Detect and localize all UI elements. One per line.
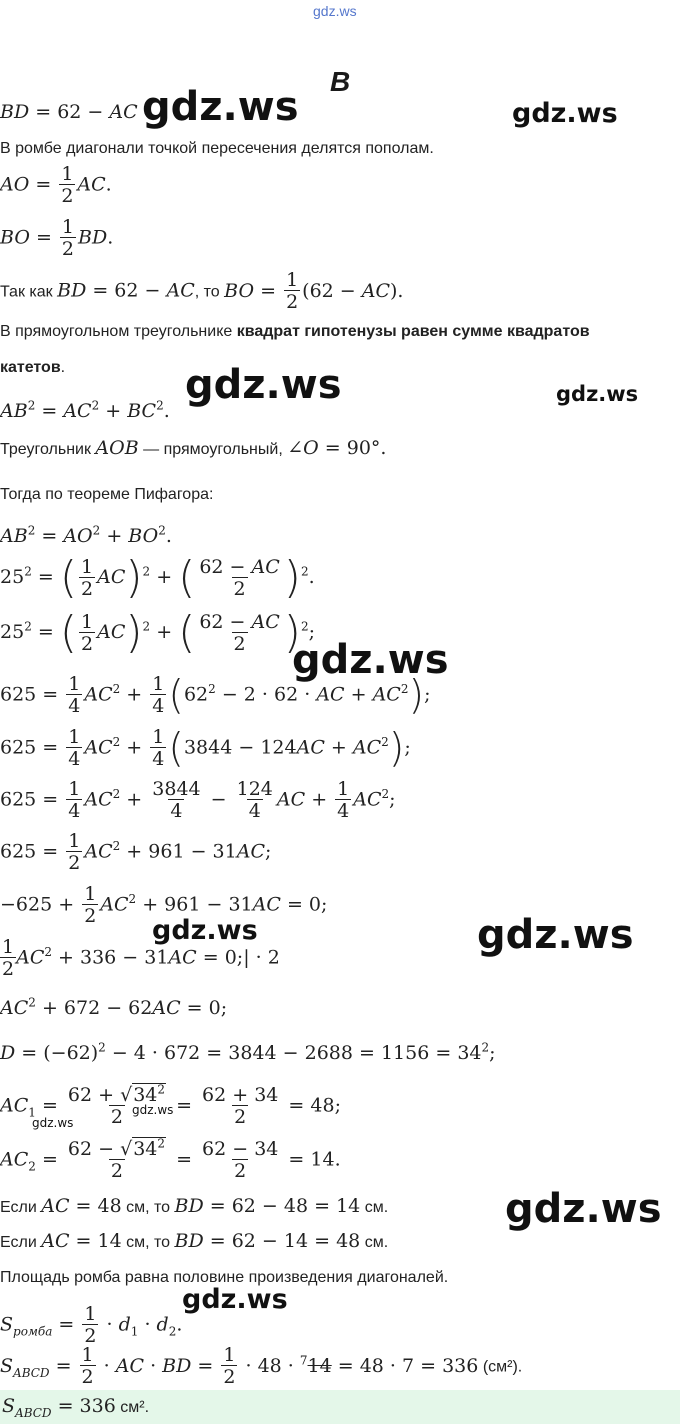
equation-half-ac: $\frac{1}{2}$ $AC^2 + 336 - 31AC$ = 0;| · 2 — [2, 936, 280, 980]
watermark: gdz.ws — [142, 84, 299, 130]
area-rule-text: Площадь ромба равна половине произведения диагоналей. — [0, 1269, 449, 1286]
aob-suffix: — прямоугольный, — [143, 441, 283, 458]
equation-ao: AO = $\frac{1}{2}$ AC. — [0, 163, 112, 207]
aob-line: Треугольник AOB — прямоугольный, ∠O = 90°. — [0, 437, 387, 459]
equation-625-a: 625 = $\frac{1}{4}$ $AC^2$ + $\frac{1}{4}$ ($62^2 - 2 \cdot 62$ · AC + $AC^2$); — [0, 672, 431, 719]
unit-cm2: (см²). — [482, 1358, 523, 1376]
watermark: gdz.ws — [505, 1186, 662, 1232]
since-to: , то — [194, 283, 220, 301]
case1-if: Если — [0, 1199, 37, 1216]
equation-25-squared-a: $25^2$ = ( $\frac{1}{2}$ AC)$^2$ + ( $\frac{62 - AC}{2}$ )$^2$. — [0, 552, 315, 603]
equation-625-c: 625 = $\frac{1}{4}$ $AC^2$ + $\frac{3844}{4}$ − $\frac{124}{4}$ AC + $\frac{1}{4}$ $AC^2$; — [0, 778, 396, 822]
since-prefix: Так как — [0, 283, 53, 301]
equation-ab-squared: $AB^2 = AC^2 + BC^2$. — [0, 398, 170, 422]
right-tri-plain: В прямоугольном треугольнике — [0, 323, 233, 340]
equation-s-rhombus: $S_{ромба}$ = $\frac{1}{2}$ · $d_1 \cdot d_2$. — [0, 1303, 183, 1347]
case1-mid: см, то — [126, 1199, 171, 1216]
watermark: gdz.ws — [32, 1116, 74, 1130]
equation-bd: BD = 62 − AC — [0, 101, 138, 123]
site-link[interactable]: gdz.ws — [313, 3, 357, 19]
rhombus-diagonals-text: В ромбе диагонали точкой пересечения делятся пополам. — [0, 140, 434, 157]
watermark: gdz.ws — [132, 1103, 174, 1117]
result-line: $S_{ABCD} = 336$ см². — [2, 1395, 150, 1420]
right-tri-bold2: катетов — [0, 359, 61, 376]
equation-ac2: $AC_2$ = $\frac{62 - √34^2}{2}$ = $\frac{62 - 34}{2}$ = 14. — [0, 1136, 341, 1182]
equation-s-abcd: $S_{ABCD}$ = $\frac{1}{2}$ · AC · BD = $\frac{1}{2}$ · 48 · $^7$14 = 48 · 7 = 336 (см²). — [0, 1344, 523, 1388]
case-ac-48: Если AC = 48 см, то BD = 62 − 48 = 14 см. — [0, 1195, 389, 1217]
case2-mid: см, то — [126, 1234, 171, 1251]
watermark: gdz.ws — [556, 382, 639, 406]
watermark: gdz.ws — [185, 362, 342, 408]
equation-ac1: $AC_1$ = $\frac{62 + √34^2}{2}$ = $\frac{62 + 34}{2}$ = 48; — [0, 1082, 341, 1128]
watermark: gdz.ws — [292, 637, 449, 683]
since-line: Так как BD = 62 − AC, то BO = $\frac{1}{2}$ (62 − AC). — [0, 269, 404, 313]
right-triangle-rule-2: катетов. — [0, 359, 66, 376]
watermark: gdz.ws — [182, 1284, 288, 1315]
pythagoras-text: Тогда по теореме Пифагора: — [0, 486, 214, 503]
aob-prefix: Треугольник — [0, 441, 91, 458]
equation-625-d: 625 = $\frac{1}{2}$ $AC^2 + 961 - 31AC$; — [0, 830, 272, 874]
equation-minus-625: −625 + $\frac{1}{2}$ $AC^2 + 961 - 31AC = 0$; — [0, 883, 328, 927]
equation-ac-quadratic: $AC^2 + 672 - 62AC = 0$; — [0, 995, 228, 1019]
right-tri-bold: квадрат гипотенузы равен сумме квадратов — [236, 323, 590, 340]
right-triangle-rule — [0, 322, 590, 342]
equation-625-b: 625 = $\frac{1}{4}$ $AC^2$ + $\frac{1}{4}$ $(3844 - 124AC + AC^2)$; — [0, 725, 411, 772]
watermark: gdz.ws — [152, 915, 258, 946]
equation-bo: BO = $\frac{1}{2}$ BD. — [0, 216, 114, 260]
case1-end: см. — [364, 1199, 389, 1216]
variant-letter: B — [330, 66, 351, 97]
case2-if: Если — [0, 1234, 37, 1251]
equation-ab-ao-bo: $AB^2 = AO^2 + BO^2$. — [0, 523, 172, 547]
watermark: gdz.ws — [477, 912, 634, 958]
equation-discriminant: $D = (-62)^2 - 4 \cdot 672 = 3844 - 2688 = 1156 = 34^2$; — [0, 1040, 496, 1064]
watermark: gdz.ws — [512, 98, 618, 129]
equation-25-squared-b: $25^2$ = ( $\frac{1}{2}$ AC)$^2$ + ( $\frac{62 - AC}{2}$ )$^2$; — [0, 607, 316, 658]
case-ac-14: Если AC = 14 см, то BD = 62 − 14 = 48 см. — [0, 1230, 389, 1252]
result-unit: см². — [120, 1399, 150, 1416]
case2-end: см. — [364, 1234, 389, 1251]
